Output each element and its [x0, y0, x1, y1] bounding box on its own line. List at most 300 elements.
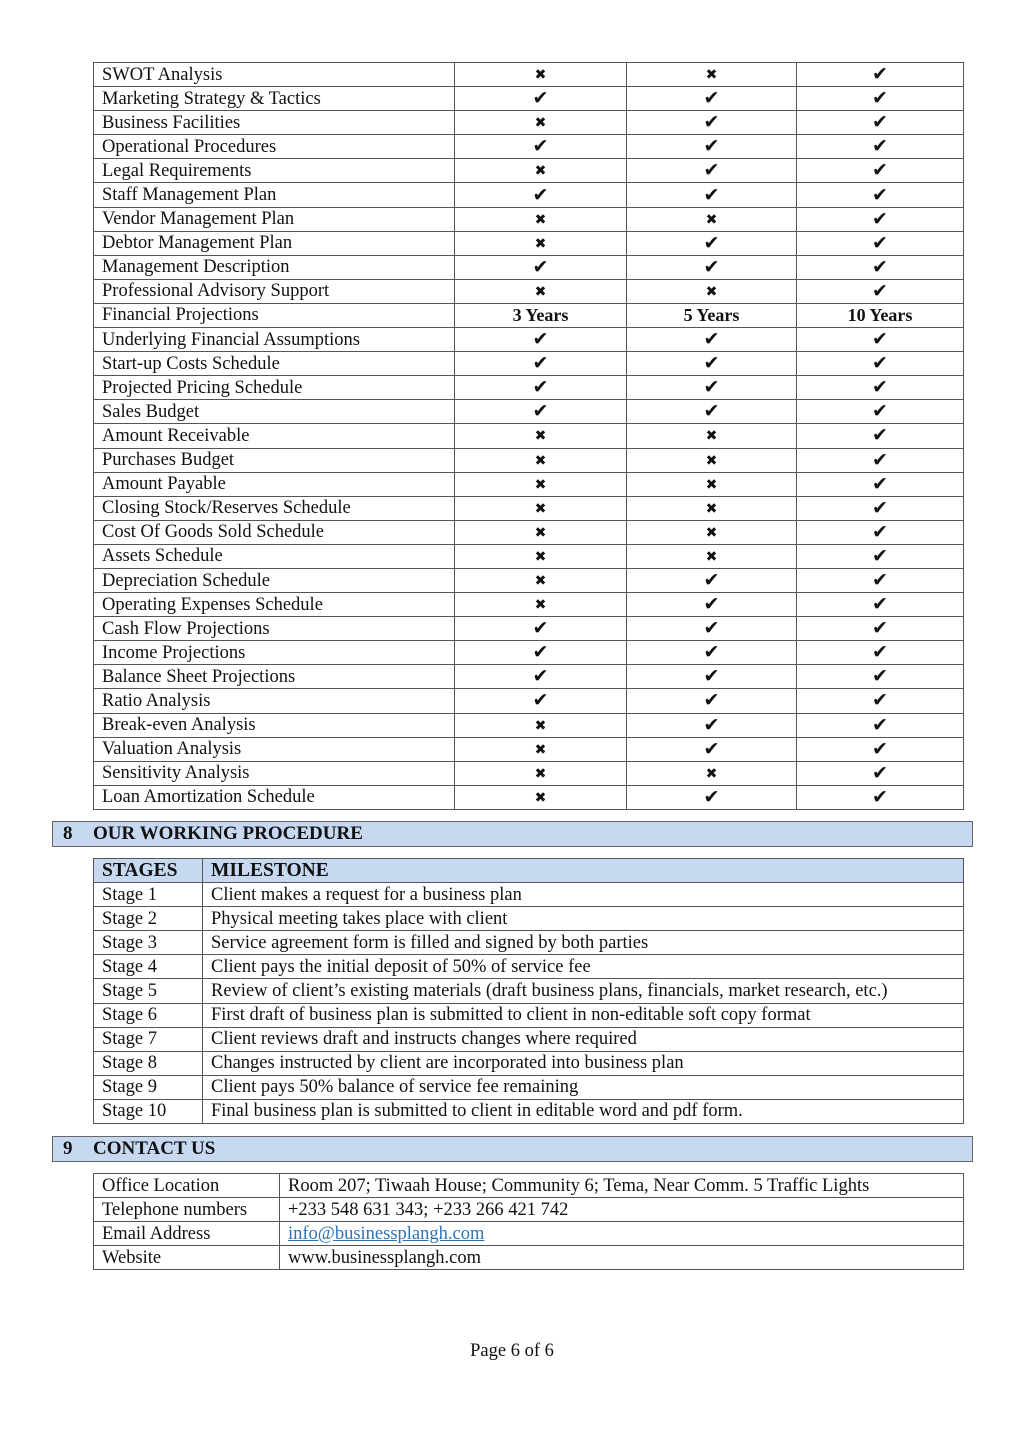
- feature-label: Amount Payable: [94, 472, 455, 496]
- table-row: [94, 255, 964, 279]
- feature-cell: [797, 713, 964, 737]
- feature-cell: [627, 761, 797, 785]
- feature-label: Cost Of Goods Sold Schedule: [94, 520, 455, 544]
- check-mark-icon: ✔: [532, 352, 549, 375]
- stage-label: Stage 2: [94, 907, 203, 931]
- table-row: [94, 352, 964, 376]
- check-mark-icon: ✔: [532, 400, 549, 423]
- table-row: [94, 183, 964, 207]
- table-row: [94, 1246, 964, 1270]
- check-mark-icon: ✔: [703, 352, 720, 375]
- cross-mark-icon: ✖: [534, 717, 547, 734]
- feature-cell: [455, 279, 627, 303]
- cross-mark-icon: ✖: [534, 741, 547, 758]
- feature-cell: [455, 568, 627, 592]
- check-mark-icon: ✔: [872, 279, 888, 302]
- table-row: [94, 111, 964, 135]
- feature-label: Staff Management Plan: [94, 183, 455, 207]
- feature-cell: [797, 231, 964, 255]
- table-row: [94, 737, 964, 761]
- feature-cell: [797, 544, 964, 568]
- cross-mark-icon: ✖: [705, 211, 718, 228]
- feature-cell: [627, 231, 797, 255]
- header-stages: STAGES: [94, 859, 203, 883]
- feature-cell-text: 10 Years: [797, 303, 964, 327]
- feature-cell: [627, 279, 797, 303]
- check-mark-icon: ✔: [703, 400, 720, 423]
- feature-label: Purchases Budget: [94, 448, 455, 472]
- feature-label: Start-up Costs Schedule: [94, 352, 455, 376]
- feature-cell: [627, 87, 797, 111]
- check-mark-icon: ✔: [703, 737, 720, 760]
- check-mark-icon: ✔: [703, 376, 720, 399]
- check-mark-icon: ✔: [703, 87, 720, 110]
- table-row: [94, 496, 964, 520]
- feature-cell: [797, 87, 964, 111]
- cross-mark-icon: ✖: [534, 115, 547, 132]
- feature-cell: [455, 520, 627, 544]
- cross-mark-icon: ✖: [534, 765, 547, 782]
- feature-cell: [627, 520, 797, 544]
- table-row: [94, 931, 964, 955]
- feature-cell: [797, 761, 964, 785]
- feature-cell: [797, 472, 964, 496]
- check-mark-icon: ✔: [872, 472, 888, 495]
- cross-mark-icon: ✖: [705, 67, 718, 84]
- check-mark-icon: ✔: [703, 111, 720, 134]
- cross-mark-icon: ✖: [534, 573, 547, 590]
- feature-label: Assets Schedule: [94, 544, 455, 568]
- contact-office-location: Room 207; Tiwaah House; Community 6; Tema, Near Comm. 5 Traffic Lights: [280, 1174, 964, 1198]
- cross-mark-icon: ✖: [534, 476, 547, 493]
- table-row: [94, 376, 964, 400]
- check-mark-icon: ✔: [532, 665, 549, 688]
- feature-cell: [627, 424, 797, 448]
- feature-cell: [627, 63, 797, 87]
- table-row: [94, 641, 964, 665]
- check-mark-icon: ✔: [532, 135, 549, 158]
- feature-cell: [455, 785, 627, 809]
- cross-mark-icon: ✖: [705, 548, 718, 565]
- check-mark-icon: ✔: [532, 617, 549, 640]
- feature-cell: [627, 568, 797, 592]
- feature-cell: [797, 400, 964, 424]
- stage-milestone: Client pays the initial deposit of 50% of service fee: [203, 955, 964, 979]
- table-row: [94, 665, 964, 689]
- stage-milestone: First draft of business plan is submitted to client in non-editable soft copy format: [203, 1003, 964, 1027]
- cross-mark-icon: ✖: [534, 452, 547, 469]
- feature-cell: [627, 617, 797, 641]
- feature-cell: [455, 328, 627, 352]
- contact-label: Website: [94, 1246, 280, 1270]
- check-mark-icon: ✔: [532, 376, 549, 399]
- check-mark-icon: ✔: [872, 641, 888, 664]
- stage-label: Stage 6: [94, 1003, 203, 1027]
- cross-mark-icon: ✖: [534, 500, 547, 517]
- feature-cell: [455, 352, 627, 376]
- feature-cell: [797, 617, 964, 641]
- contact-label: Email Address: [94, 1222, 280, 1246]
- cross-mark-icon: ✖: [534, 548, 547, 565]
- feature-cell: [797, 63, 964, 87]
- feature-cell: [455, 641, 627, 665]
- feature-cell: [455, 761, 627, 785]
- check-mark-icon: ✔: [532, 255, 549, 278]
- check-mark-icon: ✔: [872, 617, 888, 640]
- table-row: [94, 303, 964, 327]
- check-mark-icon: ✔: [532, 87, 549, 110]
- feature-cell: [627, 183, 797, 207]
- feature-cell: [797, 376, 964, 400]
- table-row: [94, 448, 964, 472]
- cross-mark-icon: ✖: [705, 428, 718, 445]
- feature-cell: [455, 255, 627, 279]
- feature-cell: [627, 352, 797, 376]
- feature-cell: [455, 87, 627, 111]
- feature-cell: [627, 665, 797, 689]
- feature-cell: [455, 376, 627, 400]
- check-mark-icon: ✔: [872, 424, 888, 447]
- feature-cell: [455, 713, 627, 737]
- table-row: [94, 520, 964, 544]
- feature-label: Loan Amortization Schedule: [94, 785, 455, 809]
- feature-cell: [627, 328, 797, 352]
- check-mark-icon: ✔: [703, 689, 720, 712]
- feature-label: Management Description: [94, 255, 455, 279]
- stage-label: Stage 5: [94, 979, 203, 1003]
- section-header-working-procedure: [52, 821, 973, 847]
- feature-cell: [797, 641, 964, 665]
- header-milestone: MILESTONE: [203, 859, 964, 883]
- stage-label: Stage 7: [94, 1027, 203, 1051]
- feature-cell: [455, 544, 627, 568]
- feature-label: Professional Advisory Support: [94, 279, 455, 303]
- check-mark-icon: ✔: [703, 593, 720, 616]
- check-mark-icon: ✔: [703, 159, 720, 182]
- check-mark-icon: ✔: [872, 761, 888, 784]
- feature-cell: [627, 544, 797, 568]
- feature-cell: [797, 568, 964, 592]
- feature-cell: [797, 496, 964, 520]
- feature-cell-text: 5 Years: [627, 303, 797, 327]
- working-procedure-table: [93, 858, 964, 1124]
- feature-label: Projected Pricing Schedule: [94, 376, 455, 400]
- feature-cell: [627, 207, 797, 231]
- check-mark-icon: ✔: [532, 689, 549, 712]
- contact-email-cell: [280, 1222, 964, 1246]
- check-mark-icon: ✔: [872, 544, 888, 567]
- feature-cell: [797, 689, 964, 713]
- feature-cell: [627, 376, 797, 400]
- feature-cell: [797, 520, 964, 544]
- table-row: [94, 1099, 964, 1123]
- feature-label: Depreciation Schedule: [94, 568, 455, 592]
- feature-label: Legal Requirements: [94, 159, 455, 183]
- check-mark-icon: ✔: [872, 737, 888, 760]
- feature-cell: [797, 785, 964, 809]
- feature-cell: [455, 63, 627, 87]
- feature-cell: [455, 737, 627, 761]
- cross-mark-icon: ✖: [705, 765, 718, 782]
- section-number: 8: [63, 823, 73, 844]
- feature-cell: [627, 448, 797, 472]
- table-row: [94, 63, 964, 87]
- feature-cell: [797, 255, 964, 279]
- feature-cell: [797, 665, 964, 689]
- feature-cell: [627, 593, 797, 617]
- table-row: [94, 135, 964, 159]
- feature-cell: [455, 617, 627, 641]
- cross-mark-icon: ✖: [705, 452, 718, 469]
- check-mark-icon: ✔: [872, 400, 888, 423]
- stage-milestone: Final business plan is submitted to client in editable word and pdf form.: [203, 1099, 964, 1123]
- feature-label: Valuation Analysis: [94, 737, 455, 761]
- contact-website: www.businessplangh.com: [280, 1246, 964, 1270]
- feature-cell: [627, 785, 797, 809]
- feature-cell: [797, 135, 964, 159]
- feature-label: Ratio Analysis: [94, 689, 455, 713]
- cross-mark-icon: ✖: [534, 524, 547, 541]
- stage-milestone: Client reviews draft and instructs changes where required: [203, 1027, 964, 1051]
- feature-label: Marketing Strategy & Tactics: [94, 87, 455, 111]
- stage-label: Stage 4: [94, 955, 203, 979]
- feature-label: Operational Procedures: [94, 135, 455, 159]
- feature-cell: [455, 593, 627, 617]
- table-row: [94, 785, 964, 809]
- feature-cell: [455, 231, 627, 255]
- stage-milestone: Client pays 50% balance of service fee remaining: [203, 1075, 964, 1099]
- table-row: [94, 713, 964, 737]
- check-mark-icon: ✔: [872, 448, 888, 471]
- cross-mark-icon: ✖: [705, 524, 718, 541]
- check-mark-icon: ✔: [872, 569, 888, 592]
- feature-cell: [797, 328, 964, 352]
- cross-mark-icon: ✖: [534, 789, 547, 806]
- stage-milestone: Client makes a request for a business plan: [203, 883, 964, 907]
- feature-cell: [797, 183, 964, 207]
- feature-label: Debtor Management Plan: [94, 231, 455, 255]
- check-mark-icon: ✔: [872, 785, 888, 808]
- feature-label: Cash Flow Projections: [94, 617, 455, 641]
- check-mark-icon: ✔: [532, 328, 549, 351]
- table-row: [94, 1174, 964, 1198]
- cross-mark-icon: ✖: [534, 211, 547, 228]
- table-row: [94, 1027, 964, 1051]
- table-row: [94, 1198, 964, 1222]
- check-mark-icon: ✔: [703, 665, 720, 688]
- check-mark-icon: ✔: [872, 63, 888, 86]
- feature-label: Business Facilities: [94, 111, 455, 135]
- table-row: [94, 159, 964, 183]
- feature-label: Amount Receivable: [94, 424, 455, 448]
- table-row: [94, 424, 964, 448]
- table-row: [94, 328, 964, 352]
- table-row: [94, 1003, 964, 1027]
- check-mark-icon: ✔: [703, 135, 720, 158]
- features-comparison-table: [93, 62, 964, 810]
- feature-cell: [455, 159, 627, 183]
- cross-mark-icon: ✖: [705, 500, 718, 517]
- feature-cell: [797, 159, 964, 183]
- feature-cell: [455, 207, 627, 231]
- feature-cell: [455, 689, 627, 713]
- stage-milestone: Changes instructed by client are incorporated into business plan: [203, 1051, 964, 1075]
- check-mark-icon: ✔: [872, 496, 888, 519]
- table-row: [94, 979, 964, 1003]
- contact-telephone: +233 548 631 343; +233 266 421 742: [280, 1198, 964, 1222]
- table-row: [94, 472, 964, 496]
- feature-cell: [455, 472, 627, 496]
- feature-label: Closing Stock/Reserves Schedule: [94, 496, 455, 520]
- check-mark-icon: ✔: [703, 785, 720, 808]
- feature-cell: [627, 641, 797, 665]
- feature-label: Income Projections: [94, 641, 455, 665]
- contact-label: Office Location: [94, 1174, 280, 1198]
- section-number: 9: [63, 1138, 73, 1159]
- feature-cell: [797, 207, 964, 231]
- table-row: [94, 689, 964, 713]
- check-mark-icon: ✔: [703, 641, 720, 664]
- feature-label: Financial Projections: [94, 303, 455, 327]
- feature-cell: [627, 496, 797, 520]
- feature-cell: [627, 472, 797, 496]
- feature-cell: [627, 737, 797, 761]
- check-mark-icon: ✔: [872, 713, 888, 736]
- section-title: OUR WORKING PROCEDURE: [93, 823, 363, 844]
- feature-label: Underlying Financial Assumptions: [94, 328, 455, 352]
- stage-milestone: Physical meeting takes place with client: [203, 907, 964, 931]
- cross-mark-icon: ✖: [534, 67, 547, 84]
- feature-cell: [455, 496, 627, 520]
- check-mark-icon: ✔: [872, 87, 888, 110]
- feature-cell: [455, 183, 627, 207]
- stage-label: Stage 3: [94, 931, 203, 955]
- stage-label: Stage 9: [94, 1075, 203, 1099]
- contact-table: [93, 1173, 964, 1270]
- check-mark-icon: ✔: [872, 135, 888, 158]
- check-mark-icon: ✔: [703, 617, 720, 640]
- table-row: [94, 761, 964, 785]
- feature-cell: [455, 448, 627, 472]
- table-row: [94, 1222, 964, 1246]
- table-row: [94, 593, 964, 617]
- table-row: [94, 883, 964, 907]
- feature-cell: [797, 352, 964, 376]
- cross-mark-icon: ✖: [534, 597, 547, 614]
- feature-cell: [797, 279, 964, 303]
- check-mark-icon: ✔: [703, 255, 720, 278]
- feature-cell: [627, 135, 797, 159]
- cross-mark-icon: ✖: [705, 476, 718, 493]
- stage-milestone: Review of client’s existing materials (draft business plans, financials, market research, etc.): [203, 979, 964, 1003]
- feature-cell: [797, 593, 964, 617]
- table-row: [94, 400, 964, 424]
- feature-cell: [627, 255, 797, 279]
- check-mark-icon: ✔: [872, 255, 888, 278]
- feature-cell: [797, 448, 964, 472]
- table-row: [94, 544, 964, 568]
- check-mark-icon: ✔: [872, 689, 888, 712]
- feature-cell: [797, 737, 964, 761]
- section-header-contact-us: [52, 1136, 973, 1162]
- feature-label: Sales Budget: [94, 400, 455, 424]
- cross-mark-icon: ✖: [534, 283, 547, 300]
- table-row: [94, 231, 964, 255]
- feature-cell: [455, 135, 627, 159]
- cross-mark-icon: ✖: [534, 428, 547, 445]
- feature-cell: [627, 159, 797, 183]
- check-mark-icon: ✔: [872, 520, 888, 543]
- check-mark-icon: ✔: [872, 328, 888, 351]
- table-row: [94, 207, 964, 231]
- check-mark-icon: ✔: [872, 593, 888, 616]
- feature-cell-text: 3 Years: [455, 303, 627, 327]
- table-row: [94, 955, 964, 979]
- check-mark-icon: ✔: [872, 376, 888, 399]
- check-mark-icon: ✔: [703, 231, 720, 254]
- table-row: [94, 568, 964, 592]
- check-mark-icon: ✔: [872, 183, 888, 206]
- check-mark-icon: ✔: [872, 111, 888, 134]
- feature-label: Vendor Management Plan: [94, 207, 455, 231]
- stage-label: Stage 8: [94, 1051, 203, 1075]
- check-mark-icon: ✔: [703, 328, 720, 351]
- table-row: [94, 617, 964, 641]
- cross-mark-icon: ✖: [534, 163, 547, 180]
- stage-label: Stage 10: [94, 1099, 203, 1123]
- feature-cell: [455, 400, 627, 424]
- table-row: [94, 1075, 964, 1099]
- feature-label: Balance Sheet Projections: [94, 665, 455, 689]
- table-row: [94, 279, 964, 303]
- feature-cell: [627, 689, 797, 713]
- feature-label: SWOT Analysis: [94, 63, 455, 87]
- stage-milestone: Service agreement form is filled and signed by both parties: [203, 931, 964, 955]
- feature-label: Sensitivity Analysis: [94, 761, 455, 785]
- feature-cell: [797, 111, 964, 135]
- feature-cell: [455, 665, 627, 689]
- check-mark-icon: ✔: [872, 665, 888, 688]
- check-mark-icon: ✔: [532, 641, 549, 664]
- stage-label: Stage 1: [94, 883, 203, 907]
- check-mark-icon: ✔: [872, 352, 888, 375]
- feature-cell: [797, 424, 964, 448]
- table-row: [94, 907, 964, 931]
- feature-cell: [455, 424, 627, 448]
- cross-mark-icon: ✖: [534, 235, 547, 252]
- section-title: CONTACT US: [93, 1138, 216, 1159]
- check-mark-icon: ✔: [532, 183, 549, 206]
- feature-label: Operating Expenses Schedule: [94, 593, 455, 617]
- check-mark-icon: ✔: [703, 713, 720, 736]
- table-row: [94, 1051, 964, 1075]
- table-header-row: [94, 859, 964, 883]
- check-mark-icon: ✔: [872, 231, 888, 254]
- check-mark-icon: ✔: [703, 569, 720, 592]
- email-link[interactable]: info@businessplangh.com: [288, 1223, 485, 1244]
- feature-label: Break-even Analysis: [94, 713, 455, 737]
- cross-mark-icon: ✖: [705, 283, 718, 300]
- check-mark-icon: ✔: [872, 207, 888, 230]
- contact-label: Telephone numbers: [94, 1198, 280, 1222]
- feature-cell: [627, 400, 797, 424]
- feature-cell: [627, 713, 797, 737]
- feature-cell: [455, 111, 627, 135]
- table-row: [94, 87, 964, 111]
- check-mark-icon: ✔: [872, 159, 888, 182]
- check-mark-icon: ✔: [703, 183, 720, 206]
- feature-cell: [627, 111, 797, 135]
